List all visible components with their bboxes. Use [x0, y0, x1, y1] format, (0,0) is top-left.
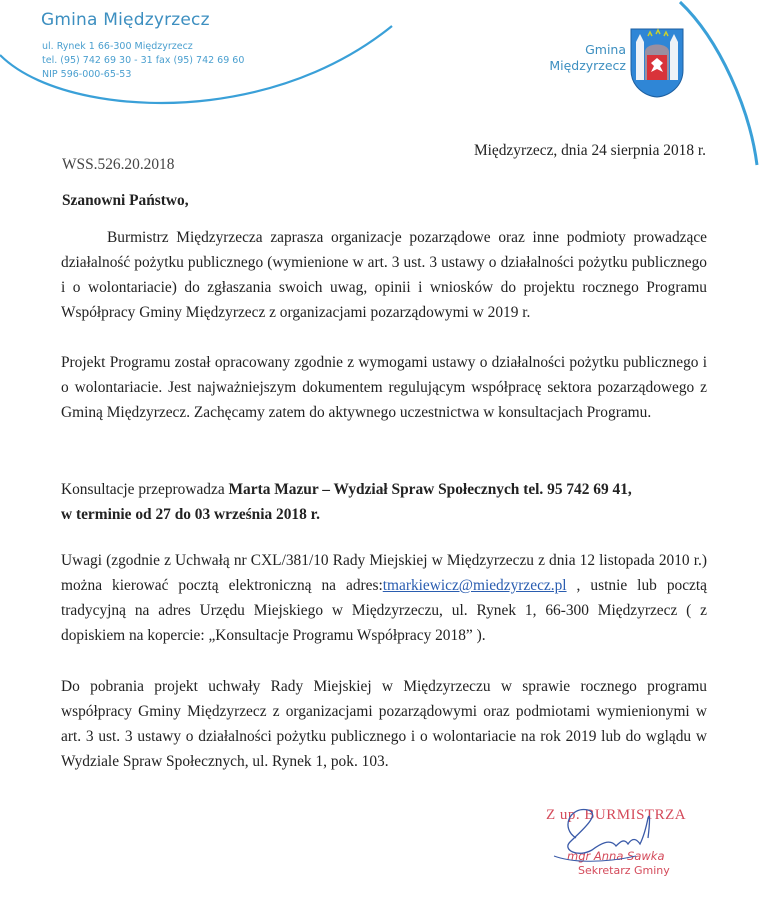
letter-reference: WSS.526.20.2018: [62, 156, 175, 173]
comments-text-before: Uwagi (zgodnie z Uchwałą nr CXL/381/10 Rady Miejskiej w Międzyrzeczu z dnia 12 listopada 2010 r.) można kierować pocztą elektroniczną na adres:: [61, 552, 707, 594]
letterhead-nip: NIP 596-000-65-53: [42, 69, 132, 80]
letterhead-address: ul. Rynek 1 66-300 Międzyrzecz: [42, 41, 193, 52]
consultations-prefix: Konsultacje przeprowadza: [61, 481, 229, 498]
paragraph-invitation: Burmistrz Międzyrzecza zaprasza organizacje pozarządowe oraz inne podmioty prowadzące działalność pożytku publicznego (wymienione w art. 3 ust. 3 ustawy o działalności pożytku publicznego i o wolontariacie) do zgłaszania swoich uwag, opinii i wniosków do projektu rocznego Programu Współpracy Gminy Międzyrzecz z organizacjami pozarządowymi w 2019 r.: [61, 229, 707, 321]
paragraph-download: Do pobrania projekt uchwały Rady Miejskiej w Międzyrzeczu w sprawie rocznego programu współpracy Gminy Międzyrzecz z organizacjami pozarządowymi oraz podmiotami wymienionymi w art. 3 ust. 3 ustawy o działalności pożytku publicznego i o wolontariacie na rok 2019 lub do wglądu w Wydziale Spraw Społecznych, ul. Rynek 1, pok. 103.: [61, 678, 707, 770]
logo-text-line2: Międzyrzecz: [549, 58, 626, 73]
handwritten-signature: [540, 798, 700, 868]
paragraph-comments: [61, 548, 707, 648]
paragraph-consultations: [61, 477, 707, 527]
letterhead-title: Gmina Międzyrzecz: [41, 10, 210, 30]
email-link[interactable]: tmarkiewicz@miedzyrzecz.pl: [382, 577, 567, 594]
paragraph-program: Projekt Programu został opracowany zgodnie z wymogami ustawy o działalności pożytku publicznego i o wolontariacie. Jest najważniejszym dokumentem regulującym współpracę sektora pozarządowego z Gminą Międzyrzecz. Zachęcamy zatem do aktywnego uczestnictwa w konsultacjach Programu.: [61, 354, 707, 421]
consultations-dates: w terminie od 27 do 03 września 2018 r.: [61, 506, 320, 523]
letterhead-phone: tel. (95) 742 69 30 - 31 fax (95) 742 69 60: [42, 55, 245, 66]
stamp-name: mgr Anna Sawka: [567, 849, 665, 863]
coat-of-arms-icon: [630, 28, 684, 98]
letter-salutation: Szanowni Państwo,: [62, 192, 189, 209]
letter-place-date: Międzyrzecz, dnia 24 sierpnia 2018 r.: [473, 142, 706, 159]
logo-text-line1: Gmina: [585, 42, 626, 57]
stamp-authority: Z up. BURMISTRZA: [546, 807, 687, 823]
comments-text-after: , ustnie lub pocztą tradycyjną na adres Urzędu Miejskiego w Międzyrzeczu, ul. Rynek 1, 66-300 Międzyrzecz ( z dopiskiem na kopercie: „Konsultacje Programu Współpracy 2018” ).: [61, 577, 707, 644]
consultations-contact: Marta Mazur – Wydział Spraw Społecznych tel. 95 742 69 41,: [228, 481, 632, 498]
stamp-role: Sekretarz Gminy: [578, 864, 670, 877]
